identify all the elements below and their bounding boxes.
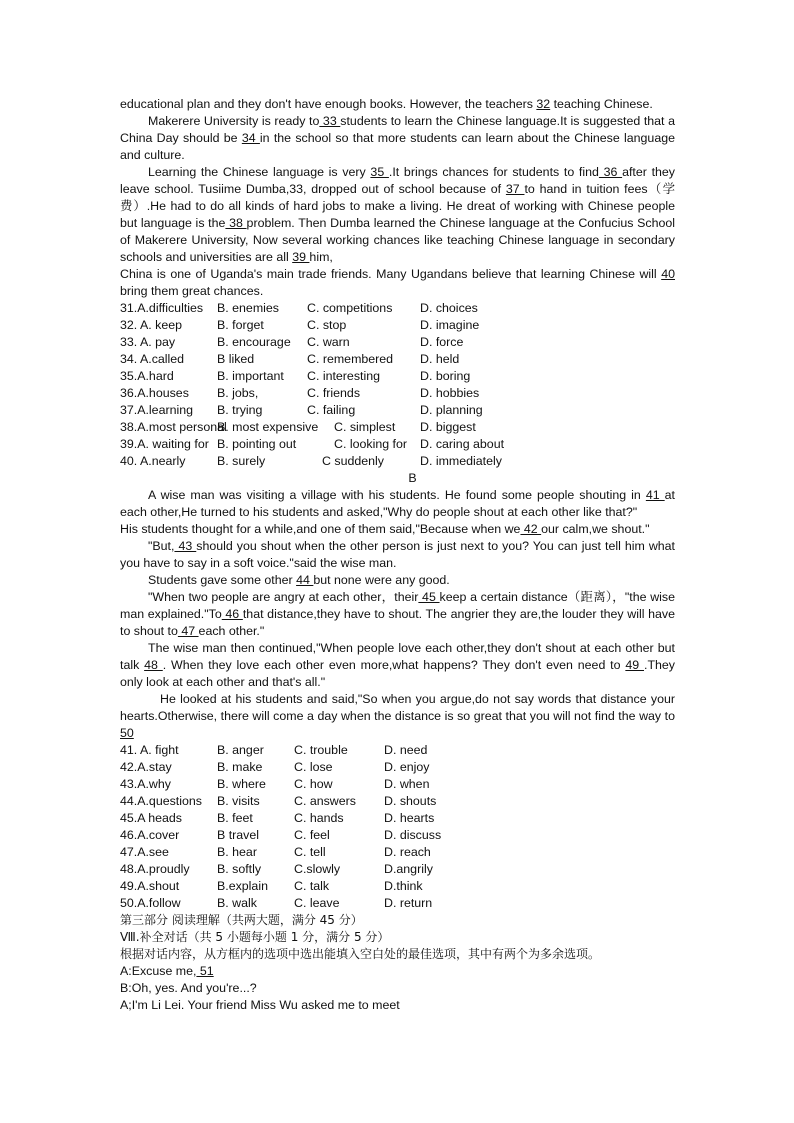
option-row-45: 45.A heads B. feet C. hands D. hearts	[120, 811, 435, 825]
option-row-43: 43.A.why B. where C. how D. when	[120, 777, 430, 791]
blank-49: 49	[625, 658, 644, 672]
blank-36: 36	[598, 165, 623, 179]
option-row-38: 38.A.most personal B. most expensive C. simplest D. biggest	[120, 420, 476, 434]
blank-40: 40	[661, 267, 675, 281]
passage-b-para-3: "But, 43 should you shout when the other person is just next to you? You can just tell him what you have to say in a soft voice."said the wise man.	[120, 539, 675, 570]
options-a	[120, 300, 675, 470]
part3-instruction: 根据对话内容，从方框内的选项中选出能填入空白处的最佳选项，其中有两个为多余选项。	[120, 947, 601, 961]
blank-44: 44	[296, 573, 314, 587]
passage-b-para-2: His students thought for a while,and one of them said,"Because when we 42 our calm,we shout."	[120, 522, 650, 536]
part3-sub-heading: Ⅷ.补全对话（共 5 小题每小题 1 分，满分 5 分）	[120, 930, 390, 944]
passage-b-para-5: "When two people are angry at each other，their 45 keep a certain distance（距离），"the wise man explained."To 46 that distance,they have to shout. The angrier they are,the louder they will have to shout to 47 each other."	[120, 590, 676, 638]
option-row-50: 50.A.follow B. walk C. leave D. return	[120, 896, 433, 910]
blank-50: 50	[120, 726, 134, 740]
dialog-line-3: A;I'm Li Lei. Your friend Miss Wu asked me to meet	[120, 998, 400, 1012]
option-row-33: 33. A. pay B. encourage C. warn D. force	[120, 335, 464, 349]
passage-b-para-4: Students gave some other 44 but none were any good.	[148, 573, 450, 587]
passage-a-para-3: China is one of Uganda's main trade friends. Many Ugandans believe that learning Chinese will 40 bring them great chances.	[120, 267, 675, 298]
blank-48: 48	[144, 658, 163, 672]
blank-45: 45	[418, 590, 440, 604]
option-row-36: 36.A.houses B. jobs, C. friends D. hobbies	[120, 386, 480, 400]
dialog-line-1: A:Excuse me, 51	[120, 964, 214, 978]
section-b-label: B	[408, 471, 417, 485]
option-row-40: 40. A.nearly B. surely C suddenly D. immediately	[120, 454, 502, 468]
blank-33: 33	[319, 114, 341, 128]
option-row-31: 31.A.difficulties B. enemies C. competitions D. choices	[120, 301, 478, 315]
option-row-48: 48.A.proudly B. softly C.slowly D.angrily	[120, 862, 433, 876]
blank-43: 43	[174, 539, 197, 553]
option-row-41: 41. A. fight B. anger C. trouble D. need	[120, 743, 428, 757]
option-row-32: 32. A. keep B. forget C. stop D. imagine	[120, 318, 480, 332]
option-row-34: 34. A.called B liked C. remembered D. held	[120, 352, 460, 366]
blank-39: 39	[292, 250, 310, 264]
option-row-42: 42.A.stay B. make C. lose D. enjoy	[120, 760, 430, 774]
blank-38: 38	[225, 216, 247, 230]
dialog-line-2: B:Oh, yes. And you're...?	[120, 981, 257, 995]
blank-34: 34	[241, 131, 260, 145]
passage-a-para-0: educational plan and they don't have enough books. However, the teachers 32 teaching Chinese.	[120, 97, 653, 111]
passage-a-para-1: Makerere University is ready to 33 students to learn the Chinese language.It is suggested that a China Day should be 34 in the school so that more students can learn about the Chinese language and culture.	[120, 114, 675, 162]
options-b	[120, 742, 675, 912]
passage-b-para-7: He looked at his students and said,"So when you argue,do not say words that distance your hearts.Otherwise, there will come a day when the distance is so great that you will not find the way to 50	[120, 692, 675, 740]
option-row-46: 46.A.cover B travel C. feel D. discuss	[120, 828, 442, 842]
blank-47: 47	[177, 624, 199, 638]
option-row-44: 44.A.questions B. visits C. answers D. shouts	[120, 794, 437, 808]
option-row-35: 35.A.hard B. important C. interesting D. boring	[120, 369, 471, 383]
blank-41: 41	[645, 488, 665, 502]
part3-heading: 第三部分 阅读理解（共两大题，满分 45 分）	[120, 913, 363, 927]
option-row-49: 49.A.shout B.explain C. talk D.think	[120, 879, 423, 893]
blank-46: 46	[221, 607, 243, 621]
passage-b-para-6: The wise man then continued,"When people love each other,they don't shout at each other but talk 48 . When they love each other even more,what happens? They don't even need to 49 .They only look at each other and that's all."	[120, 641, 675, 689]
passage-a-para-2: Learning the Chinese language is very 35 .It brings chances for students to find 36 after they leave school. Tusiime Dumba,33, dropped out of school because of 37 to hand in tuition fees（学费）.He had to do all kinds of hard jobs to make a living. He dreat of working with Chinese people but language is the 38 problem. Then Dumba learned the Chinese language at the Confucius School of Makerere University, Now several working chances like teaching Chinese language in secondary schools and universities are all 39 him,	[120, 165, 676, 264]
option-row-39: 39.A. waiting for B. pointing out C. looking for D. caring about	[120, 437, 505, 451]
option-row-47: 47.A.see B. hear C. tell D. reach	[120, 845, 431, 859]
blank-35: 35	[370, 165, 389, 179]
option-row-37: 37.A.learning B. trying C. failing D. planning	[120, 403, 483, 417]
blank-37: 37	[505, 182, 525, 196]
document-page	[120, 96, 675, 1014]
blank-32: 32	[536, 97, 551, 111]
blank-51: 51	[196, 964, 214, 978]
blank-42: 42	[520, 522, 542, 536]
passage-b-para-1: A wise man was visiting a village with his students. He found some people shouting in 41 at each other,He turned to his students and asked,"Why do people shout at each other like that?"	[120, 488, 675, 519]
